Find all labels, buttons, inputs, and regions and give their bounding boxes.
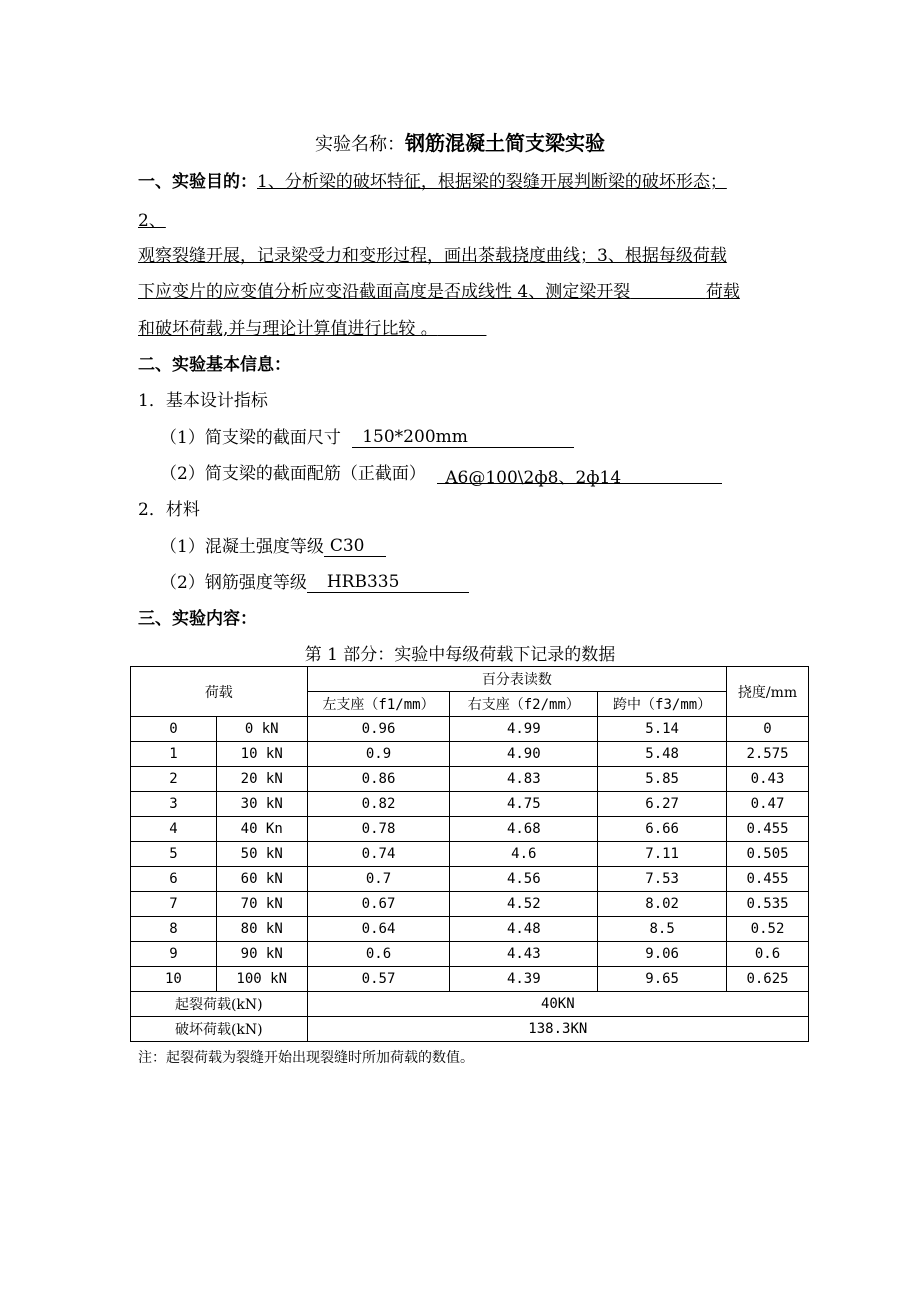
row-index-cell: 0 — [131, 717, 217, 742]
reinforcement-value: A6@100\2ф8、2ф14 — [445, 468, 622, 488]
purpose-line3: 观察裂缝开展，记录梁受力和变形过程，画出茶载挠度曲线；3、根据每级荷载 — [138, 246, 727, 266]
purpose-line5-text: 和破坏荷载,并与理论计算值进行比较 。 — [138, 319, 438, 339]
row-index-cell: 9 — [131, 942, 217, 967]
purpose-line1: 1、分析梁的破坏特征，根据梁的裂缝开展判断梁的破坏形态； — [257, 172, 727, 192]
row-f2-cell: 4.83 — [450, 767, 598, 792]
data-table — [130, 666, 809, 1042]
section1-heading: 一、实验目的： — [138, 172, 257, 192]
design-indicators-heading: 1．基本设计指标 — [138, 391, 268, 411]
reinforcement-row — [160, 459, 722, 488]
row-f2-cell: 4.52 — [450, 892, 598, 917]
concrete-grade-label: （1）混凝土强度等级 — [160, 537, 324, 557]
failure-load-label: 破坏荷载(kN) — [131, 1017, 308, 1042]
header-load: 荷载 — [131, 667, 308, 717]
row-load-cell: 70 kN — [216, 892, 307, 917]
row-load-cell: 20 kN — [216, 767, 307, 792]
header-dial-readings: 百分表读数 — [307, 667, 726, 692]
crack-load-value: 40KN — [307, 992, 808, 1017]
section-size-value: 150*200mm — [362, 427, 468, 447]
row-f2-cell: 4.43 — [450, 942, 598, 967]
row-index-cell: 8 — [131, 917, 217, 942]
row-index-cell: 1 — [131, 742, 217, 767]
section2-heading: 二、实验基本信息： — [138, 355, 291, 375]
row-deflection-cell: 0.625 — [727, 967, 809, 992]
row-index-cell: 7 — [131, 892, 217, 917]
row-index-cell: 4 — [131, 817, 217, 842]
section-size-label: （1）简支梁的截面尺寸 — [160, 428, 341, 448]
table-row — [131, 742, 809, 767]
row-load-cell: 90 kN — [216, 942, 307, 967]
section1-line1 — [138, 167, 727, 192]
row-f3-cell: 6.66 — [598, 817, 727, 842]
row-index-cell: 2 — [131, 767, 217, 792]
table-row — [131, 892, 809, 917]
row-f1-cell: 0.82 — [307, 792, 450, 817]
steel-grade-row — [160, 568, 469, 593]
reinforcement-label: （2）简支梁的截面配筋（正截面） — [160, 464, 426, 484]
row-load-cell: 60 kN — [216, 867, 307, 892]
row-load-cell: 40 Kn — [216, 817, 307, 842]
reinforcement-field — [437, 463, 722, 488]
row-f2-cell: 4.75 — [450, 792, 598, 817]
failure-load-value: 138.3KN — [307, 1017, 808, 1042]
table-row — [131, 967, 809, 992]
row-f1-cell: 0.9 — [307, 742, 450, 767]
row-f3-cell: 5.48 — [598, 742, 727, 767]
table-row — [131, 717, 809, 742]
row-f1-cell: 0.7 — [307, 867, 450, 892]
row-load-cell: 50 kN — [216, 842, 307, 867]
row-deflection-cell: 0.6 — [727, 942, 809, 967]
row-deflection-cell: 0.455 — [727, 817, 809, 842]
table-row — [131, 767, 809, 792]
row-f2-cell: 4.48 — [450, 917, 598, 942]
row-load-cell: 30 kN — [216, 792, 307, 817]
row-load-cell: 0 kN — [216, 717, 307, 742]
steel-grade-value: HRB335 — [326, 572, 400, 592]
row-f3-cell: 7.53 — [598, 867, 727, 892]
concrete-grade-value: C30 — [329, 536, 365, 556]
row-f2-cell: 4.6 — [450, 842, 598, 867]
header-left-support: 左支座（f1/mm） — [307, 692, 450, 717]
row-deflection-cell: 0.47 — [727, 792, 809, 817]
row-deflection-cell: 0.455 — [727, 867, 809, 892]
row-f1-cell: 0.74 — [307, 842, 450, 867]
row-f2-cell: 4.99 — [450, 717, 598, 742]
purpose-line4-blank — [630, 282, 706, 302]
row-index-cell: 3 — [131, 792, 217, 817]
section3-heading: 三、实验内容： — [138, 609, 257, 629]
table-body — [131, 717, 809, 992]
steel-grade-label: （2）钢筋强度等级 — [160, 573, 307, 593]
purpose-line5 — [138, 314, 486, 339]
purpose-line2: 2、 — [138, 211, 166, 231]
row-load-cell: 100 kN — [216, 967, 307, 992]
row-deflection-cell: 2.575 — [727, 742, 809, 767]
row-f2-cell: 4.68 — [450, 817, 598, 842]
title-name: 钢筋混凝土简支梁实验 — [405, 131, 605, 155]
title-prefix: 实验名称： — [315, 134, 405, 155]
row-f3-cell: 8.02 — [598, 892, 727, 917]
purpose-line5-blank — [438, 319, 487, 339]
row-f3-cell: 8.5 — [598, 917, 727, 942]
row-index-cell: 6 — [131, 867, 217, 892]
row-f3-cell: 5.14 — [598, 717, 727, 742]
row-f1-cell: 0.6 — [307, 942, 450, 967]
concrete-grade-field — [324, 536, 386, 557]
row-f1-cell: 0.86 — [307, 767, 450, 792]
row-f3-cell: 7.11 — [598, 842, 727, 867]
row-f3-cell: 6.27 — [598, 792, 727, 817]
purpose-line4b: 荷载 — [705, 282, 740, 302]
row-f3-cell: 9.65 — [598, 967, 727, 992]
row-deflection-cell: 0.505 — [727, 842, 809, 867]
row-deflection-cell: 0.52 — [727, 917, 809, 942]
table-note: 注：起裂荷载为裂缝开始出现裂缝时所加荷载的数值。 — [138, 1050, 474, 1066]
section-size-field — [352, 427, 574, 448]
row-f3-cell: 5.85 — [598, 767, 727, 792]
row-f3-cell: 9.06 — [598, 942, 727, 967]
row-index-cell: 5 — [131, 842, 217, 867]
purpose-line4a: 下应变片的应变值分析应变沿截面高度是否成线性 4、测定梁开裂 — [138, 282, 631, 302]
row-f1-cell: 0.67 — [307, 892, 450, 917]
table-caption: 第 1 部分：实验中每级荷载下记录的数据 — [304, 645, 616, 665]
row-f2-cell: 4.90 — [450, 742, 598, 767]
table-row — [131, 867, 809, 892]
row-load-cell: 10 kN — [216, 742, 307, 767]
table-row — [131, 842, 809, 867]
row-deflection-cell: 0.535 — [727, 892, 809, 917]
header-midspan: 跨中（f3/mm） — [598, 692, 727, 717]
section-size-row — [160, 423, 574, 448]
row-f2-cell: 4.39 — [450, 967, 598, 992]
table-row — [131, 942, 809, 967]
row-index-cell: 10 — [131, 967, 217, 992]
row-f1-cell: 0.57 — [307, 967, 450, 992]
crack-load-label: 起裂荷载(kN) — [131, 992, 308, 1017]
steel-grade-field — [307, 572, 469, 593]
materials-heading: 2．材料 — [138, 500, 200, 520]
row-f1-cell: 0.64 — [307, 917, 450, 942]
header-right-support: 右支座（f2/mm） — [450, 692, 598, 717]
row-f1-cell: 0.96 — [307, 717, 450, 742]
row-deflection-cell: 0.43 — [727, 767, 809, 792]
table-row — [131, 817, 809, 842]
header-deflection: 挠度/mm — [727, 667, 809, 717]
table-row — [131, 917, 809, 942]
row-load-cell: 80 kN — [216, 917, 307, 942]
row-f1-cell: 0.78 — [307, 817, 450, 842]
row-f2-cell: 4.56 — [450, 867, 598, 892]
table-row — [131, 792, 809, 817]
purpose-line4 — [138, 277, 740, 302]
row-deflection-cell: 0 — [727, 717, 809, 742]
concrete-grade-row — [160, 532, 386, 557]
page-title — [0, 127, 920, 156]
